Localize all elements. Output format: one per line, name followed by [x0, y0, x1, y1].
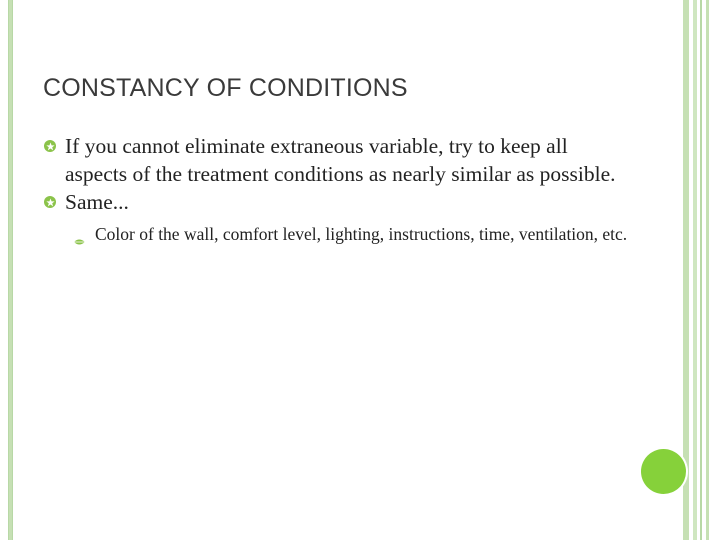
right-border-decoration [683, 0, 709, 540]
left-border-decoration [8, 0, 13, 540]
slide-title: CONSTANCY OF CONDITIONS [43, 74, 408, 102]
sub-bullet-text: Color of the wall, comfort level, lighting, instructions, time, ventilation, etc. [95, 224, 628, 244]
star-bullet-icon [44, 140, 56, 152]
border-stripe [700, 0, 702, 540]
star-bullet-icon [44, 196, 56, 208]
sub-bullet-item [73, 222, 634, 247]
slide-content [44, 132, 634, 247]
accent-circle-decoration [641, 449, 686, 494]
bullet-text: Same... [65, 190, 129, 214]
leaf-bullet-icon [73, 229, 86, 239]
border-stripe [706, 0, 709, 540]
border-stripe [693, 0, 697, 540]
bullet-item [44, 132, 634, 188]
bullet-text: If you cannot eliminate extraneous variable, try to keep all aspects of the treatment conditions as nearly similar as possible. [65, 134, 616, 186]
border-stripe [683, 0, 689, 540]
bullet-item [44, 188, 634, 216]
